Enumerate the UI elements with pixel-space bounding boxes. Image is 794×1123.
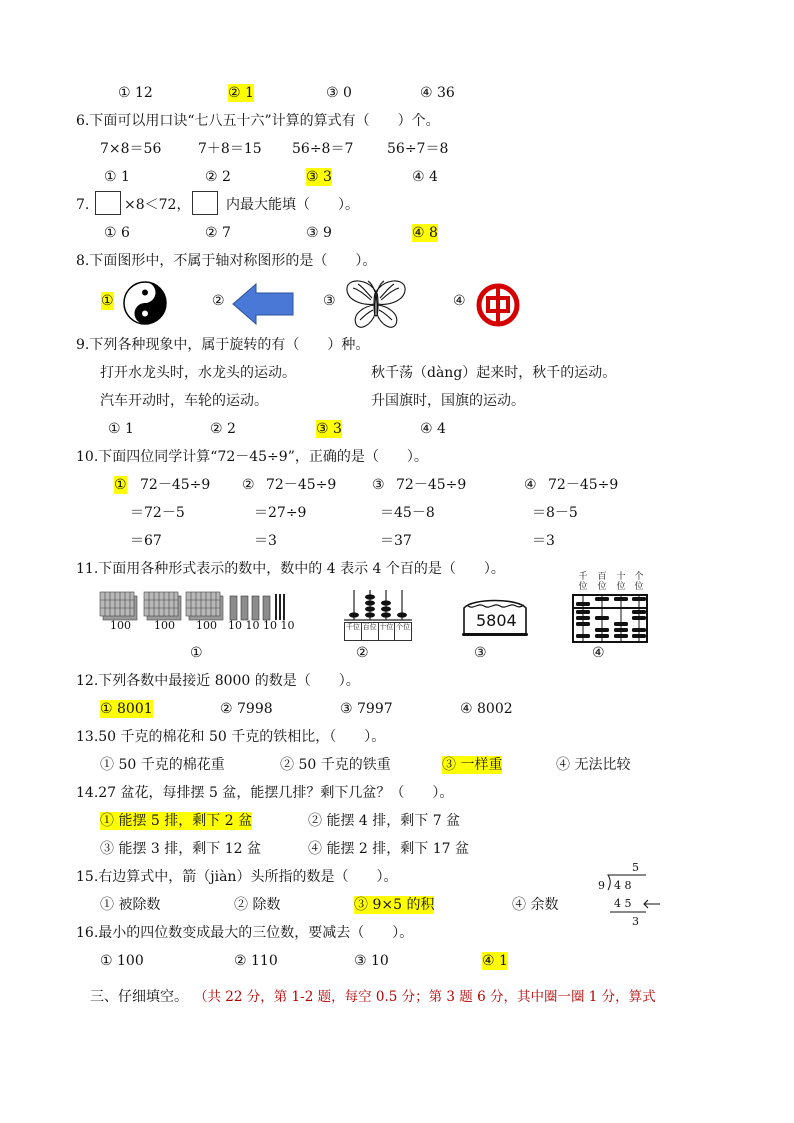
q6-option-1[interactable]: ① 1: [104, 169, 130, 185]
q15-long-division: [596, 862, 666, 928]
butterfly-icon: [344, 278, 408, 332]
yin-yang-icon: [122, 280, 168, 326]
q7-mid-text: ×8＜72，: [124, 197, 191, 213]
q11-marker-2[interactable]: ②: [356, 645, 369, 661]
q7-tail-text: 内最大能填（ ）。: [226, 197, 359, 213]
q10-option-3-mark[interactable]: ③: [372, 477, 385, 493]
left-arrow-icon: [232, 283, 294, 325]
q15-option-3[interactable]: ③ 9×5 的积: [354, 897, 435, 913]
q7-blank-box-2[interactable]: [192, 191, 218, 215]
q9-option-4[interactable]: ④ 4: [420, 421, 446, 437]
q11-base-ten-blocks: [100, 588, 295, 634]
q9-item-3: 汽车开动时，车轮的运动。: [100, 393, 268, 409]
section-3-heading: 三、仔细填空。: [90, 989, 188, 1005]
q10-option-1-mark[interactable]: ①: [114, 477, 127, 493]
frame-label-ones: 个位: [634, 572, 644, 592]
q16-option-2[interactable]: ② 110: [234, 953, 278, 969]
q13-option-4[interactable]: ④ 无法比较: [556, 757, 631, 773]
q6-option-2[interactable]: ② 2: [205, 169, 231, 185]
q16-stem: 16.最小的四位数变成最大的三位数，要减去（ ）。: [76, 925, 414, 941]
q10-col-2-line-2: ＝27÷9: [254, 505, 307, 521]
q6-expr-1: 7×8＝56: [100, 141, 162, 157]
q11-marker-1[interactable]: ①: [190, 645, 203, 661]
q7-option-3[interactable]: ③ 9: [306, 225, 332, 241]
q12-option-4[interactable]: ④ 8002: [460, 701, 513, 717]
q10-col-4-line-3: ＝3: [532, 533, 555, 549]
q10-col-1-line-2: ＝72－5: [130, 505, 185, 521]
q8-marker-4[interactable]: ④: [453, 293, 466, 309]
q10-option-4-mark[interactable]: ④: [524, 477, 537, 493]
q12-option-1[interactable]: ① 8001: [100, 701, 153, 717]
division-dividend: 4 8: [614, 879, 632, 892]
cake-number: 5804: [476, 611, 517, 630]
q6-option-3[interactable]: ③ 3: [306, 169, 332, 185]
q6-stem: 6.下面可以用口诀“七八五十六”计算的算式有（ ）个。: [76, 113, 440, 129]
block-label-1: 100: [110, 619, 131, 632]
q10-col-3-line-3: ＝37: [380, 533, 412, 549]
division-divisor: 9: [598, 879, 605, 892]
q8-marker-3[interactable]: ③: [323, 293, 336, 309]
q15-option-2[interactable]: ② 除数: [234, 897, 281, 913]
q10-option-2-mark[interactable]: ②: [242, 477, 255, 493]
q11-stem: 11.下面用各种形式表示的数中，数中的 4 表示 4 个百的是（ ）。: [76, 561, 505, 577]
q5-option-3[interactable]: ③ 0: [326, 85, 352, 101]
q9-option-2[interactable]: ② 2: [210, 421, 236, 437]
q7-option-2[interactable]: ② 7: [205, 225, 231, 241]
abacus-label-ones: 个位: [396, 623, 411, 631]
q10-col-2-line-3: ＝3: [254, 533, 277, 549]
abacus-label-hundreds: 百位: [362, 623, 379, 640]
division-product: 4 5: [614, 897, 632, 910]
abacus-icon: [342, 588, 414, 622]
q14-option-2[interactable]: ② 能摆 4 排，剩下 7 盆: [308, 813, 461, 829]
q10-col-4-line-2: ＝8－5: [532, 505, 578, 521]
block-label-tens: 10 10 10 10: [228, 619, 295, 632]
q9-item-4: 升国旗时，国旗的运动。: [371, 393, 525, 409]
q5-option-1[interactable]: ① 12: [118, 85, 153, 101]
q12-stem: 12.下列各数中最接近 8000 的数是（ ）。: [76, 673, 360, 689]
q11-marker-3[interactable]: ③: [474, 645, 487, 661]
q9-option-3[interactable]: ③ 3: [316, 421, 342, 437]
q7-option-4[interactable]: ④ 8: [412, 225, 438, 241]
q6-expr-2: 7＋8＝15: [198, 141, 262, 157]
block-label-2: 100: [154, 619, 175, 632]
q14-option-3[interactable]: ③ 能摆 3 排，剩下 12 盆: [100, 841, 261, 857]
q15-option-4[interactable]: ④ 余数: [512, 897, 559, 913]
q8-marker-2[interactable]: ②: [212, 293, 225, 309]
q6-expr-4: 56÷7＝8: [387, 141, 449, 157]
q11-counting-frame: [572, 572, 650, 644]
q16-option-3[interactable]: ③ 10: [354, 953, 389, 969]
q10-col-2-line-1: 72－45÷9: [266, 477, 337, 493]
q10-stem: 10.下面四位同学计算“72－45÷9”，正确的是（ ）。: [76, 449, 428, 465]
division-remainder: 3: [632, 915, 639, 928]
q11-marker-4[interactable]: ④: [592, 645, 605, 661]
frame-label-thousands: 千位: [578, 572, 588, 592]
q9-option-1[interactable]: ① 1: [108, 421, 134, 437]
q15-stem: 15.右边算式中，箭（jiàn）头所指的数是（ ）。: [76, 869, 398, 885]
hundred-block-icon: [100, 588, 290, 622]
q9-item-1: 打开水龙头时，水龙头的运动。: [100, 365, 296, 381]
abacus-label-thousands: 千位: [345, 623, 362, 640]
q9-item-2: 秋千荡（dàng）起来时，秋千的运动。: [371, 365, 617, 381]
q13-stem: 13.50 千克的棉花和 50 千克的铁相比，（ ）。: [76, 729, 386, 745]
q10-col-1-line-1: 72－45÷9: [140, 477, 211, 493]
counting-frame-icon: [572, 594, 650, 644]
q6-option-4[interactable]: ④ 4: [412, 169, 438, 185]
bank-of-china-logo-icon: [475, 282, 521, 328]
q10-col-1-line-3: ＝67: [130, 533, 162, 549]
q13-option-3[interactable]: ③ 一样重: [442, 757, 503, 773]
q13-option-1[interactable]: ① 50 千克的棉花重: [100, 757, 225, 773]
block-label-3: 100: [196, 619, 217, 632]
frame-label-tens: 十位: [616, 572, 626, 592]
section-3-scoring-note: （共 22 分，第 1-2 题，每空 0.5 分；第 3 题 6 分，其中圈一圈 1 分，算式: [194, 989, 656, 1005]
q16-option-1[interactable]: ① 100: [100, 953, 144, 969]
division-bracket-icon: [596, 862, 666, 928]
division-quotient: 5: [632, 861, 639, 874]
q9-stem: 9.下列各种现象中，属于旋转的有（ ）种。: [76, 337, 370, 353]
q13-option-2[interactable]: ② 50 千克的铁重: [280, 757, 391, 773]
q8-stem: 8.下面图形中，不属于轴对称图形的是（ ）。: [76, 253, 377, 269]
q5-option-4[interactable]: ④ 36: [420, 85, 455, 101]
q10-col-4-line-1: 72－45÷9: [548, 477, 619, 493]
q7-number: 7.: [76, 197, 90, 213]
q14-stem: 14.27 盆花，每排摆 5 盆，能摆几排？剩下几盆？（ ）。: [76, 785, 454, 801]
q10-col-3-line-2: ＝45－8: [380, 505, 435, 521]
q6-expr-3: 56÷8＝7: [292, 141, 354, 157]
q12-option-3[interactable]: ③ 7997: [340, 701, 393, 717]
q16-option-4[interactable]: ④ 1: [482, 953, 508, 969]
q7-option-1[interactable]: ① 6: [104, 225, 130, 241]
q15-option-1[interactable]: ① 被除数: [100, 897, 161, 913]
q11-abacus-beads: [342, 588, 414, 640]
frame-label-hundreds: 百位: [597, 572, 607, 592]
q14-option-4[interactable]: ④ 能摆 2 排，剩下 17 盆: [308, 841, 469, 857]
q7-blank-box-1[interactable]: [95, 191, 121, 215]
q14-option-1[interactable]: ① 能摆 5 排，剩下 2 盆: [100, 813, 253, 829]
q5-option-2[interactable]: ② 1: [228, 85, 254, 101]
q12-option-2[interactable]: ② 7998: [220, 701, 273, 717]
q10-col-3-line-1: 72－45÷9: [396, 477, 467, 493]
abacus-label-tens: 十位: [379, 623, 396, 640]
q8-marker-1[interactable]: ①: [101, 293, 114, 309]
